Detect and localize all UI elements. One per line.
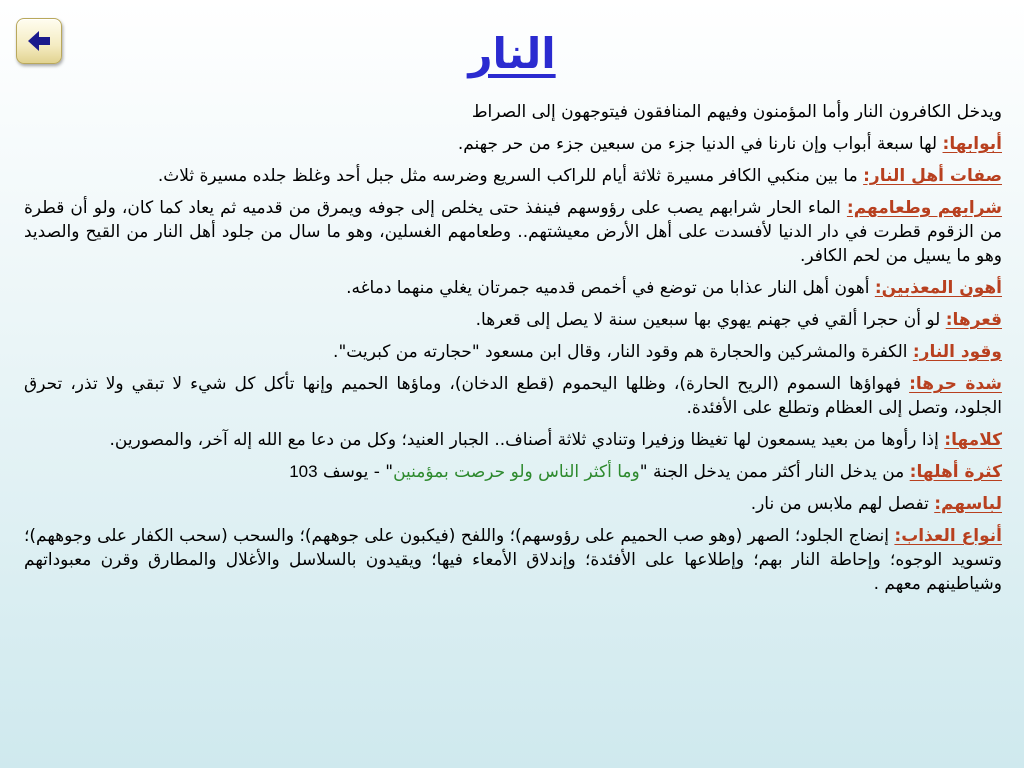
paragraph-text: أهون أهل النار عذابا من توضع في أخمص قدميه جمرتان يغلي منهما دماغه. — [346, 278, 875, 298]
paragraph-text: الماء الحار شرابهم يصب على رؤوسهم فينفذ حتى يخلص إلى جوفه ويمرق من قدميه ثم يعاد كما كان، ولو أن قطرة من الزقوم قطرت في دار الدنيا لأفسدت على أهل الأرض معيشتهم.. وطعامهم الغسلين، وهو ما سال من جلود أهل النار من القيح والصديد وهو ما يسيل من لحم الكافر. — [24, 198, 1002, 266]
quote-attribution: " - يوسف — [317, 462, 394, 482]
content-body — [24, 100, 1002, 604]
term-label: شرابهم وطعامهم: — [846, 198, 1002, 218]
term-label: أهون المعذبين: — [874, 278, 1002, 298]
paragraph-multitude — [24, 460, 1002, 484]
term-label: أبوابها: — [942, 134, 1002, 154]
term-label: كلامها: — [944, 430, 1002, 450]
paragraph-text: تفصل لهم ملابس من نار. — [750, 494, 935, 514]
paragraph-traits — [24, 164, 1002, 188]
verse-number: 103 — [289, 462, 318, 481]
term-label: لباسهم: — [934, 494, 1002, 514]
paragraph-fuel — [24, 340, 1002, 364]
paragraph-depth — [24, 308, 1002, 332]
paragraph-text: إنضاج الجلود؛ الصهر (وهو صب الحميم على رؤوسهم)؛ واللفح (فيكبون على جوههم)؛ والسحب (سحب الكفار على وجوههم)؛ وتسويد الوجوه؛ وإحاطة النار بهم؛ وإطلاعها على الأفئدة؛ وإندلاق الأمعاء فيها؛ ويقيدون بالسلاسل والأغلال والمطارق وقرن معبوداتهم وشياطينهم معهم . — [24, 526, 1002, 594]
paragraph-text: من يدخل النار أكثر ممن يدخل الجنة " — [639, 462, 910, 482]
term-label: أنواع العذاب: — [894, 526, 1002, 546]
quran-quote: وما أكثر الناس ولو حرصت بمؤمنين — [393, 462, 640, 482]
paragraph-least-punished — [24, 276, 1002, 300]
paragraph-heat — [24, 372, 1002, 420]
paragraph-intro — [24, 100, 1002, 124]
paragraph-drink-food — [24, 196, 1002, 268]
term-label: قعرها: — [945, 310, 1002, 330]
term-label: شدة حرها: — [909, 374, 1002, 394]
term-label: وقود النار: — [912, 342, 1002, 362]
paragraph-clothing — [24, 492, 1002, 516]
paragraph-text: إذا رأوها من بعيد يسمعون لها تغيظا وزفيرا وتنادي ثلاثة أصناف.. الجبار العنيد؛ وكل من دعا مع الله إله آخر، والمصورين. — [109, 430, 945, 450]
paragraph-text: ويدخل الكافرون النار وأما المؤمنون وفيهم المنافقون فيتوجهون إلى الصراط — [471, 102, 1002, 122]
term-label: صفات أهل النار: — [863, 166, 1002, 186]
page-title: النار — [468, 29, 556, 78]
paragraph-speech — [24, 428, 1002, 452]
paragraph-text: ما بين منكبي الكافر مسيرة ثلاثة أيام للراكب السريع وضرسه مثل جبل أحد وغلظ جلده مسيرة ثلاث. — [157, 166, 864, 186]
paragraph-text: فهواؤها السموم (الريح الحارة)، وظلها اليحموم (قطع الدخان)، وماؤها الحميم وإنها تأكل كل شيء لا تبقي ولا تذر، تحرق الجلود، وتصل إلى العظام وتطلع على الأفئدة. — [24, 374, 1002, 418]
term-label: كثرة أهلها: — [909, 462, 1002, 482]
paragraph-text: الكفرة والمشركين والحجارة هم وقود النار، وقال ابن مسعود "حجارته من كبريت". — [333, 342, 913, 362]
paragraph-torment-types — [24, 524, 1002, 596]
paragraph-gates — [24, 132, 1002, 156]
paragraph-text: لو أن حجرا ألقي في جهنم يهوي بها سبعين سنة لا يصل إلى قعرها. — [475, 310, 946, 330]
paragraph-text: لها سبعة أبواب وإن نارنا في الدنيا جزء من سبعين جزء من حر جهنم. — [457, 134, 943, 154]
